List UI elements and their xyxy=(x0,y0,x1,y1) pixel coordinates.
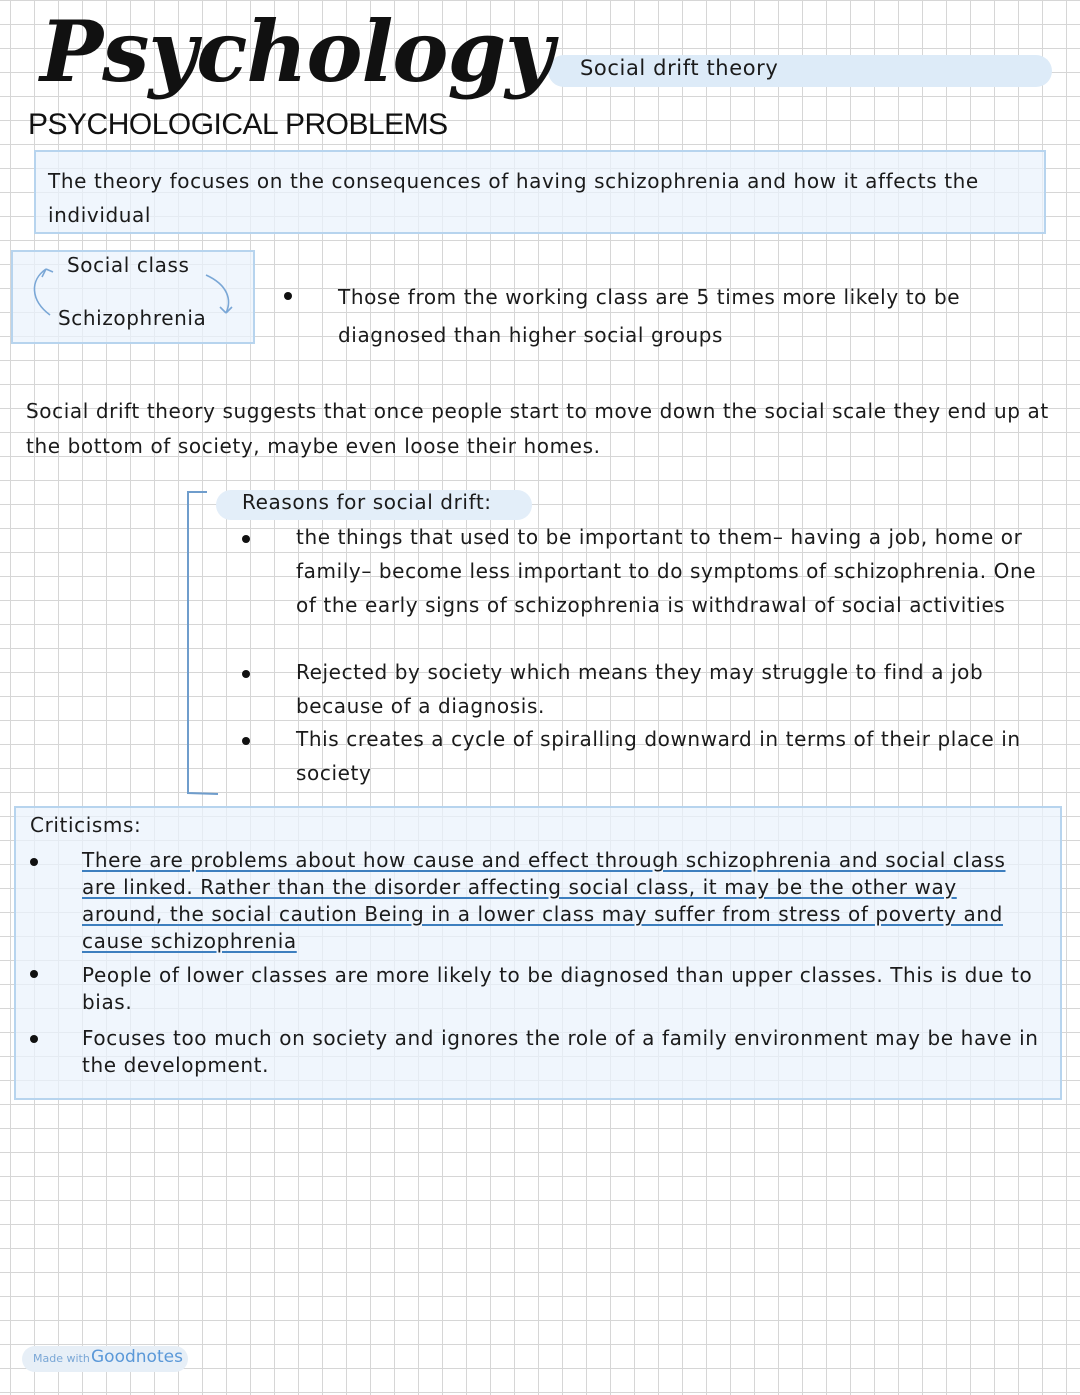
cycle-label-social-class: Social class xyxy=(67,253,190,277)
bullet-icon xyxy=(30,858,38,866)
reasons-heading: Reasons for social drift: xyxy=(242,490,492,514)
bullet-icon xyxy=(30,1035,38,1043)
reason-item: This creates a cycle of spiralling downward in terms of their place in society xyxy=(296,727,1021,785)
bracket-icon xyxy=(185,490,225,800)
cycle-label-schizophrenia: Schizophrenia xyxy=(58,306,207,330)
drift-paragraph: Social drift theory suggests that once people start to move down the social scale they end up at the bottom of society, maybe even loose their homes. xyxy=(26,399,1049,458)
reason-item: the things that used to be important to them– having a job, home or family– become less important to do symptoms of schizophrenia. One of the early signs of schizophrenia is withdrawal of social activities xyxy=(296,525,1037,617)
criticisms-heading: Criticisms: xyxy=(30,813,142,837)
bullet-icon xyxy=(284,292,292,300)
intro-text: The theory focuses on the consequences of having schizophrenia and how it affects the individual xyxy=(48,169,979,227)
criticism-item: Focuses too much on society and ignores the role of a family environment may be have in the development. xyxy=(82,1026,1039,1077)
bullet-icon xyxy=(242,737,250,745)
criticism-item: People of lower classes are more likely to be diagnosed than upper classes. This is due to bias. xyxy=(82,963,1033,1014)
bullet-icon xyxy=(242,670,250,678)
bullet-icon xyxy=(242,535,250,543)
topic-label: Social drift theory xyxy=(580,56,779,80)
working-class-point: Those from the working class are 5 times more likely to be diagnosed than higher social groups xyxy=(338,285,961,347)
criticism-item: There are problems about how cause and effect through schizophrenia and social class are linked. Rather than the disorder affecting social class, it may be the other way around, the social caution Being in a lower class may suffer from stress of poverty and cause schizophrenia xyxy=(82,848,1006,953)
footer-made-with: Made with xyxy=(33,1352,90,1365)
bullet-icon xyxy=(30,970,38,978)
footer-brand: Goodnotes xyxy=(91,1347,183,1367)
page-subtitle: PSYCHOLOGICAL PROBLEMS xyxy=(28,108,448,141)
page-title: Psychology xyxy=(40,2,553,101)
reason-item: Rejected by society which means they may struggle to find a job because of a diagnosis. xyxy=(296,660,984,718)
